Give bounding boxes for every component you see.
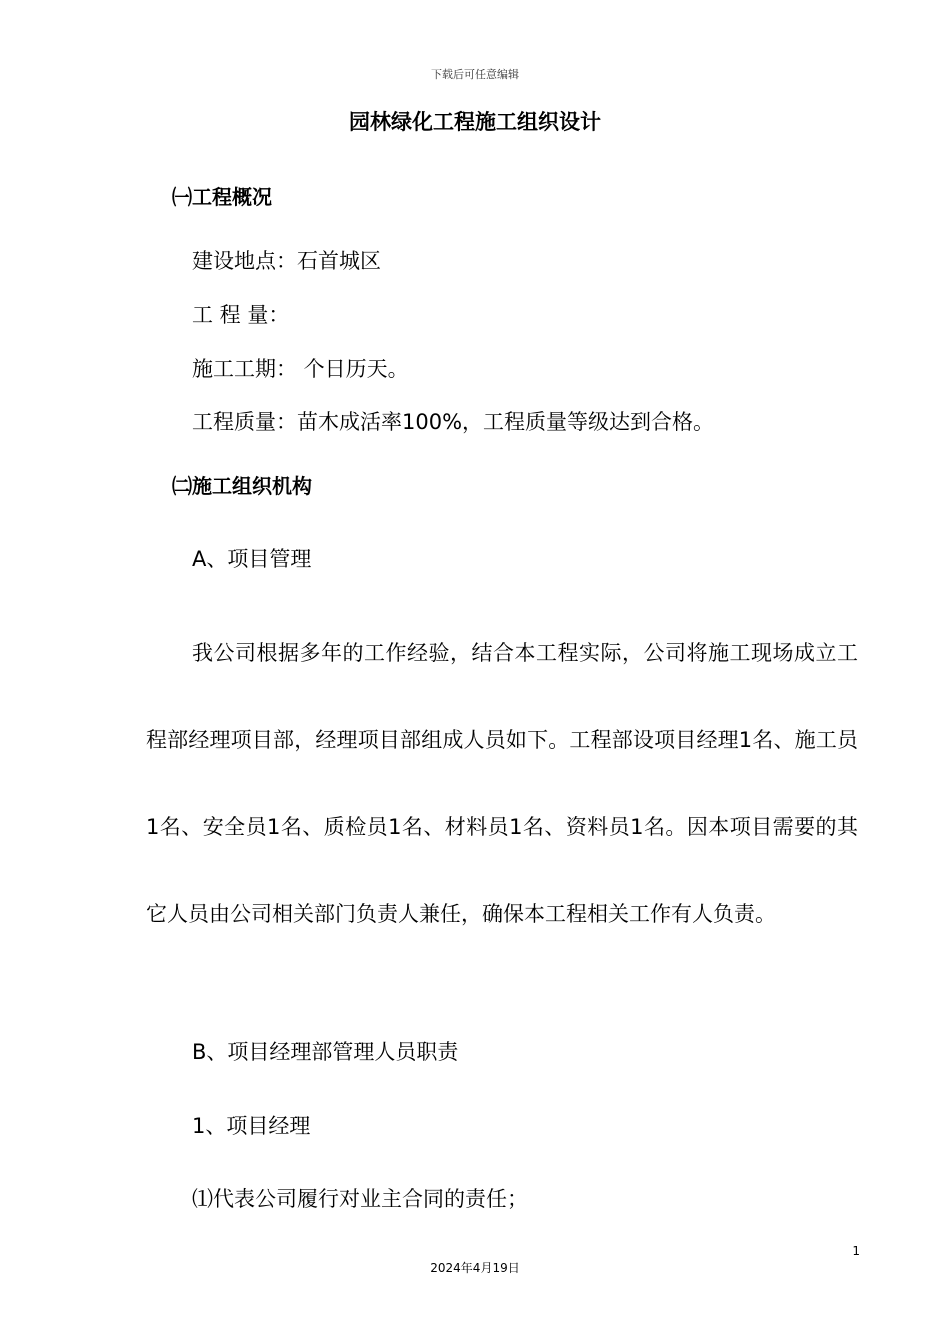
overview-duration: 施工工期： 个日历天。 [192, 357, 409, 381]
page-number: 1 [852, 1244, 860, 1258]
subheading-project-management: A、项目管理 [192, 547, 312, 571]
subheading-staff-duties: B、项目经理部管理人员职责 [192, 1040, 459, 1064]
section-heading-organization: ㈡施工组织机构 [172, 474, 312, 498]
overview-quantity: 工 程 量： [192, 303, 290, 327]
item-project-manager: 1、项目经理 [192, 1114, 311, 1138]
header-note: 下载后可任意编辑 [431, 68, 519, 81]
overview-location: 建设地点：石首城区 [192, 249, 381, 273]
overview-quality: 工程质量：苗木成活率100%，工程质量等级达到合格。 [192, 410, 715, 434]
document-title: 园林绿化工程施工组织设计 [349, 110, 601, 134]
footer-date: 2024年4月19日 [430, 1261, 520, 1275]
section-heading-overview: ㈠工程概况 [172, 185, 272, 209]
organization-paragraph: 我公司根据多年的工作经验，结合本工程实际，公司将施工现场成立工程部经理项目部，经理项目部组成人员如下。工程部设项目经理1名、施工员1名、安全员1名、质检员1名、材料员1名、资料员1名。因本项目需要的其它人员由公司相关部门负责人兼任，确保本工程相关工作有人负责。 [146, 641, 858, 926]
item-contract-responsibility: ⑴代表公司履行对业主合同的责任； [192, 1187, 528, 1211]
